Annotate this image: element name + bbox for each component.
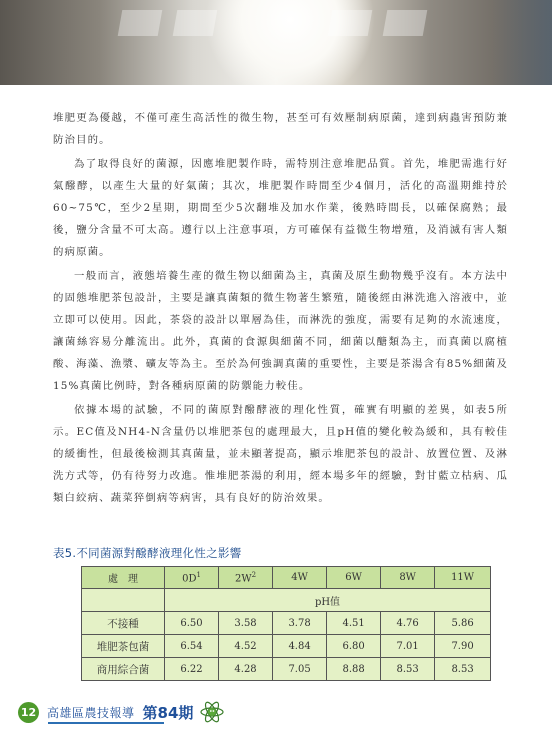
paragraph-2: 為了取得良好的菌源，因應堆肥製作時，需特別注意堆肥品質。首先，堆肥需進行好氣醱酵，以產生大量的好氣菌；其次，堆肥製作時間至少4個月，活化的高溫期維持於60~75℃，至少2星期，期間至少5次翻堆及加水作業，後熟時間長，以確保腐熟；最後，鹽分含量不可太高。遵行以上注意事項，方可確保有益微生物增殖，及消滅有害人類的病原菌。	[53, 158, 508, 258]
table-cell: 4.84	[273, 635, 327, 658]
page-footer	[18, 700, 225, 724]
header-col: 11W	[435, 567, 491, 589]
table-cell: 8.53	[435, 658, 491, 681]
ph-table	[81, 566, 491, 681]
table-row	[82, 612, 491, 635]
row-label: 商用綜合菌	[82, 658, 165, 681]
header-col: 4W	[273, 567, 327, 589]
article-body	[53, 107, 508, 511]
header-treatment: 處 理	[82, 567, 165, 589]
table-row	[82, 635, 491, 658]
header-col: 6W	[327, 567, 381, 589]
header-col: 8W	[381, 567, 435, 589]
table-cell: 3.58	[219, 612, 273, 635]
page-number: 12	[18, 702, 39, 723]
table-cell: 4.52	[219, 635, 273, 658]
table-cell: 7.01	[381, 635, 435, 658]
table-cell: 6.22	[165, 658, 219, 681]
header-col: $2W^2$	[219, 567, 273, 589]
table-cell: 4.51	[327, 612, 381, 635]
row-label: 堆肥茶包菌	[82, 635, 165, 658]
header-banner-image	[0, 0, 552, 85]
table-cell: 6.50	[165, 612, 219, 635]
table-cell: 6.54	[165, 635, 219, 658]
unit-label: pH值	[165, 589, 491, 612]
table-row	[82, 658, 491, 681]
table-caption: 表5.不同菌源對醱酵液理化性之影響	[53, 546, 242, 560]
table-cell: 7.90	[435, 635, 491, 658]
table-cell: 8.88	[327, 658, 381, 681]
atom-mascot-icon	[199, 700, 225, 724]
header-col: $0D^1$	[165, 567, 219, 589]
footer-underline	[48, 722, 164, 724]
issue-number: 第84期	[142, 703, 194, 722]
journal-name: 高雄區農技報導	[47, 705, 135, 720]
table-cell: 5.86	[435, 612, 491, 635]
row-label: 不接種	[82, 612, 165, 635]
table-header-row	[82, 567, 491, 589]
table-cell: 3.78	[273, 612, 327, 635]
paragraph-4: 依據本場的試驗，不同的菌原對醱酵液的理化性質，確實有明顯的差異，如表5所示。EC值及NH4-N含量仍以堆肥茶包的處理最大，且pH值的變化較為緩和，具有較佳的緩衝性，但最後檢測其真菌量，並未顯著提高，顯示堆肥茶包的設計、放置位置、及淋洗方式等，仍有待努力改進。惟堆肥茶湯的利用，經本場多年的經驗，對甘藍立枯病、瓜類白絞病、蔬菜猝倒病等病害，具有良好的防治效果。	[53, 404, 508, 504]
table-cell: 6.80	[327, 635, 381, 658]
table-cell: 8.53	[381, 658, 435, 681]
table-cell: 4.28	[219, 658, 273, 681]
table-cell: 7.05	[273, 658, 327, 681]
table-cell: 4.76	[381, 612, 435, 635]
unit-row	[82, 589, 491, 612]
paragraph-3: 一般而言，液態培養生產的微生物以細菌為主，真菌及原生動物幾乎沒有。本方法中的固態堆肥茶包設計，主要是讓真菌類的微生物著生繁殖，隨後經由淋洗進入溶液中，並立即可以使用。因此，茶袋的設計以單層為佳，而淋洗的強度，需要有足夠的水流速度，讓菌絲容易分離流出。此外，真菌的食源與細菌不同，細菌以醣類為主，而真菌以腐植酸、海藻、漁漿、礦友等為主。至於為何強調真菌的重要性，主要是茶湯含有85%細菌及15%真菌比例時，對各種病原菌的防禦能力較佳。	[53, 270, 508, 392]
paragraph-1: 堆肥更為優越，不僅可產生高活性的微生物，甚至可有效壓制病原菌，達到病蟲害預防兼防治目的。	[53, 112, 508, 146]
